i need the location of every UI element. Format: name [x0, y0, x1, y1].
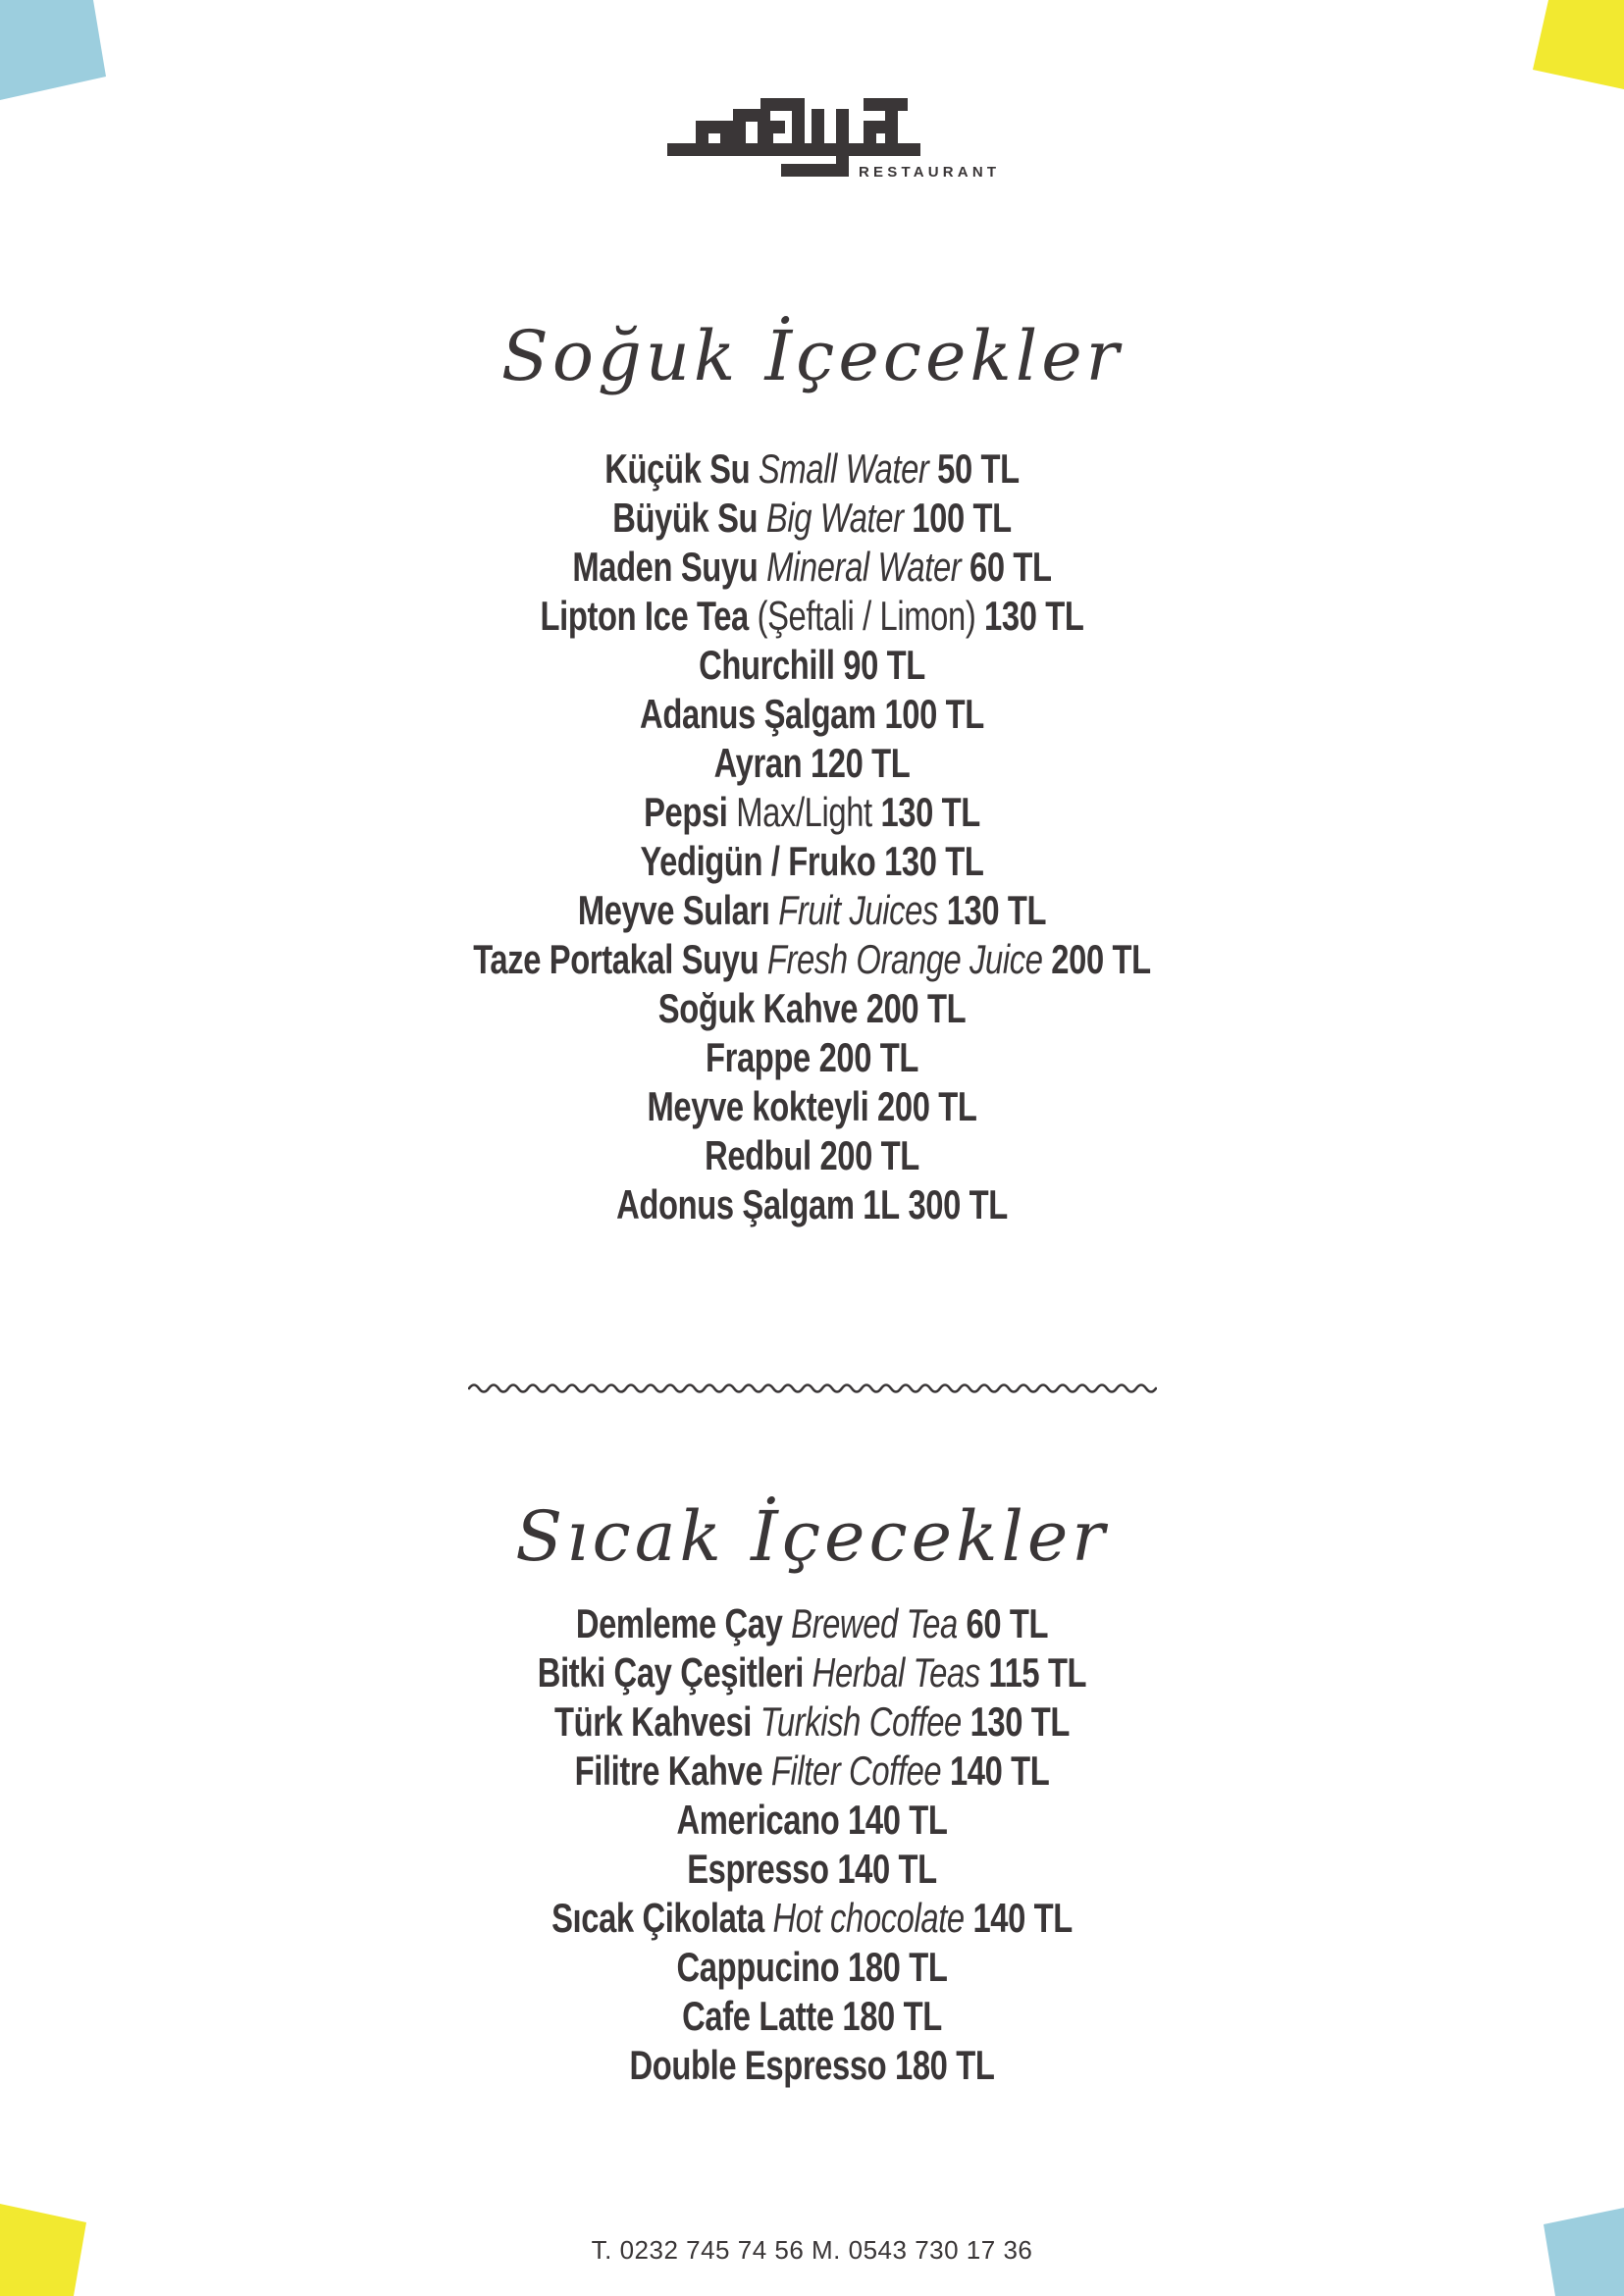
menu-item — [179, 444, 1445, 494]
item-price: 130 TL — [884, 838, 984, 884]
corner-accent-top-right — [1516, 0, 1624, 98]
menu-item — [179, 1845, 1445, 1894]
item-translation: Small Water — [758, 445, 929, 492]
maya-logo-icon — [648, 88, 1021, 186]
item-price: 200 TL — [865, 985, 967, 1031]
menu-item — [179, 984, 1445, 1033]
item-price: 140 TL — [972, 1895, 1073, 1941]
menu-item — [179, 592, 1445, 641]
item-translation: Hot chocolate — [772, 1895, 965, 1941]
item-price: 200 TL — [877, 1083, 977, 1129]
menu-item — [179, 1943, 1445, 1992]
item-name: Büyük Su — [612, 495, 759, 541]
item-variant: (Şeftali / Limon) — [757, 593, 976, 639]
menu-item — [179, 1648, 1445, 1697]
menu-item — [179, 1033, 1445, 1082]
section-title-hot-drinks: Sıcak İçecekler — [515, 1495, 1109, 1577]
item-price: 200 TL — [819, 1132, 919, 1178]
item-price: 140 TL — [837, 1846, 937, 1892]
item-price: 115 TL — [988, 1649, 1087, 1696]
wavy-divider-path — [469, 1385, 1156, 1392]
item-price: 130 TL — [880, 789, 980, 835]
menu-item — [179, 1082, 1445, 1131]
menu-item — [179, 690, 1445, 739]
item-price: 100 TL — [884, 691, 984, 737]
item-name: Filitre Kahve — [574, 1748, 763, 1794]
item-name: Frappe — [705, 1034, 811, 1080]
item-name: Maden Suyu — [572, 544, 759, 590]
maya-logo — [648, 88, 1021, 186]
menu-item — [179, 1697, 1445, 1747]
item-name: Churchill — [699, 642, 835, 688]
item-price: 90 TL — [843, 642, 925, 688]
item-translation: Filter Coffee — [770, 1748, 942, 1794]
item-name: Adonus Şalgam 1L — [616, 1181, 900, 1227]
menu-item — [179, 1747, 1445, 1796]
item-name: Sıcak Çikolata — [551, 1895, 764, 1941]
item-name: Cafe Latte — [682, 1993, 834, 2039]
menu-item — [179, 494, 1445, 543]
item-translation: Mineral Water — [766, 544, 962, 590]
item-translation: Fruit Juices — [778, 887, 938, 933]
menu-item — [179, 543, 1445, 592]
item-name: Double Espresso — [629, 2042, 887, 2088]
item-name: Espresso — [687, 1846, 829, 1892]
item-name: Redbul — [705, 1132, 812, 1178]
item-name: Adanus Şalgam — [640, 691, 876, 737]
item-price: 140 TL — [848, 1797, 948, 1843]
item-price: 180 TL — [895, 2042, 995, 2088]
menu-item — [179, 1894, 1445, 1943]
item-translation: Fresh Orange Juice — [766, 936, 1043, 982]
menu-item — [179, 837, 1445, 886]
item-name: Pepsi — [644, 789, 728, 835]
menu-item — [179, 886, 1445, 935]
cold-drinks-list — [0, 444, 1624, 1229]
item-variant: Max/Light — [736, 789, 872, 835]
hot-drinks-list — [0, 1599, 1624, 2090]
item-name: Küçük Su — [604, 445, 751, 492]
menu-item — [179, 641, 1445, 690]
item-name: Lipton Ice Tea — [540, 593, 749, 639]
item-price: 60 TL — [969, 544, 1052, 590]
corner-accent-top-left — [0, 0, 118, 108]
item-name: Meyve Suları — [577, 887, 770, 933]
item-translation: Brewed Tea — [791, 1600, 958, 1646]
item-name: Cappucino — [676, 1944, 840, 1990]
item-price: 130 TL — [984, 593, 1084, 639]
item-price: 140 TL — [949, 1748, 1050, 1794]
menu-item — [179, 2041, 1445, 2090]
item-price: 200 TL — [1051, 936, 1151, 982]
item-price: 200 TL — [818, 1034, 919, 1080]
menu-item — [179, 1180, 1445, 1229]
item-name: Demleme Çay — [575, 1600, 783, 1646]
contact-phone: T. 0232 745 74 56 M. 0543 730 17 36 — [591, 2235, 1033, 2265]
item-name: Meyve kokteyli — [647, 1083, 869, 1129]
item-name: Taze Portakal Suyu — [473, 936, 760, 982]
item-price: 130 TL — [946, 887, 1047, 933]
item-name: Ayran — [713, 740, 803, 786]
item-translation: Turkish Coffee — [760, 1698, 962, 1745]
item-name: Soğuk Kahve — [657, 985, 859, 1031]
item-price: 300 TL — [908, 1181, 1008, 1227]
menu-item — [179, 1992, 1445, 2041]
item-price: 100 TL — [912, 495, 1012, 541]
item-price: 130 TL — [969, 1698, 1071, 1745]
logo-subtitle: RESTAURANT — [859, 164, 1001, 181]
menu-item — [179, 1599, 1445, 1648]
item-translation: Big Water — [765, 495, 904, 541]
item-translation: Herbal Teas — [812, 1649, 980, 1696]
menu-item — [179, 788, 1445, 837]
item-name: Bitki Çay Çeşitleri — [537, 1649, 804, 1696]
item-price: 120 TL — [810, 740, 911, 786]
menu-item — [179, 1131, 1445, 1180]
item-price: 50 TL — [937, 445, 1020, 492]
item-price: 180 TL — [848, 1944, 948, 1990]
section-title-cold-drinks: Soğuk İçecekler — [500, 315, 1124, 396]
menu-item — [179, 739, 1445, 788]
item-name: Türk Kahvesi — [553, 1698, 753, 1745]
item-price: 60 TL — [966, 1600, 1049, 1646]
item-name: Americano — [676, 1797, 840, 1843]
menu-item — [179, 935, 1445, 984]
item-name: Yedigün / Fruko — [640, 838, 876, 884]
menu-item — [179, 1796, 1445, 1845]
item-price: 180 TL — [842, 1993, 942, 2039]
wavy-divider — [468, 1382, 1157, 1395]
